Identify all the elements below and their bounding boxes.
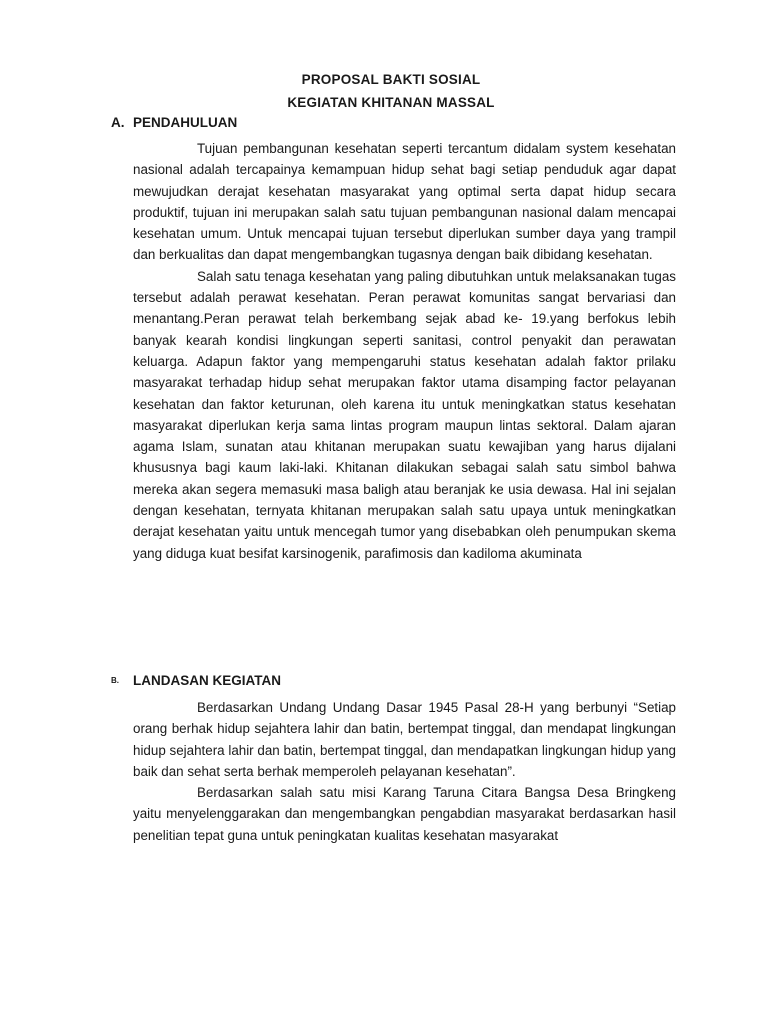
- section-body-pendahuluan: [133, 138, 676, 564]
- section-heading-landasan-kegiatan: [111, 673, 281, 688]
- section-marker: B.: [111, 676, 119, 685]
- paragraph: Berdasarkan salah satu misi Karang Taruna Citara Bangsa Desa Bringkeng yaitu menyelenggarakan dan mengembangkan pengabdian masyarakat berdasarkan hasil penelitian tepat guna untuk peningkatan kualitas kesehatan masyarakat: [133, 785, 676, 843]
- paragraph: Salah satu tenaga kesehatan yang paling dibutuhkan untuk melaksanakan tugas tersebut adalah perawat kesehatan. Peran perawat komunitas sangat bervariasi dan menantang.Peran perawat telah berkembang sejak abad ke- 19.yang berfokus lebih banyak kearah kondisi lingkungan seperti sanitasi, control penyakit dan perawatan keluarga. Adapun faktor yang mempengaruhi status kesehatan adalah faktor prilaku masyarakat terhadap hidup sehat merupakan faktor utama disamping factor pelayanan kesehatan dan faktor keturunan, oleh karena itu untuk meningkatkan status kesehatan masyarakat diperlukan kerja sama lintas program maupun lintas sektoral. Dalam ajaran agama Islam, sunatan atau khitanan merupakan suatu kewajiban yang harus dijalani khususnya bagi kaum laki-laki. Khitanan dilakukan sebagai salah satu simbol bahwa mereka akan segera memasuki masa baligh atau beranjak ke usia dewasa. Hal ini sejalan dengan kesehatan, ternyata khitanan merupakan salah satu upaya untuk meningkatkan derajat kesehatan yaitu untuk mencegah tumor yang disebabkan oleh penumpukan skema yang diduga kuat besifat karsinogenik, parafimosis dan kadiloma akuminata: [133, 268, 676, 561]
- section-heading-pendahuluan: [111, 115, 237, 130]
- section-marker: A.: [111, 115, 125, 130]
- paragraph: Berdasarkan Undang Undang Dasar 1945 Pasal 28-H yang berbunyi “Setiap orang berhak hidup sejahtera lahir dan batin, bertempat tinggal, dan mendapat lingkungan hidup sejahtera lahir dan batin, bertempat tinggal, dan mendapatkan lingkungan hidup yang baik dan sehat serta berhak memperoleh pelayanan kesehatan”.: [133, 700, 676, 779]
- section-title: PENDAHULUAN: [133, 115, 238, 130]
- document-subtitle: KEGIATAN KHITANAN MASSAL: [287, 95, 495, 110]
- paragraph: Tujuan pembangunan kesehatan seperti tercantum didalam system kesehatan nasional adalah tercapainya kemampuan hidup sehat bagi setiap penduduk agar dapat mewujudkan derajat kesehatan masyarakat yang optimal serta dapat hidup secara produktif, tujuan ini merupakan salah satu tujuan pembangunan nasional dalam mencapai kesehatan umum. Untuk mencapai tujuan tersebut diperlukan sumber daya yang trampil dan berkualitas dan dapat mengembangkan tugasnya dengan baik dibidang kesehatan.: [133, 141, 676, 263]
- document-title: PROPOSAL BAKTI SOSIAL: [301, 72, 481, 87]
- section-title: LANDASAN KEGIATAN: [133, 673, 281, 688]
- section-body-landasan-kegiatan: [133, 697, 676, 846]
